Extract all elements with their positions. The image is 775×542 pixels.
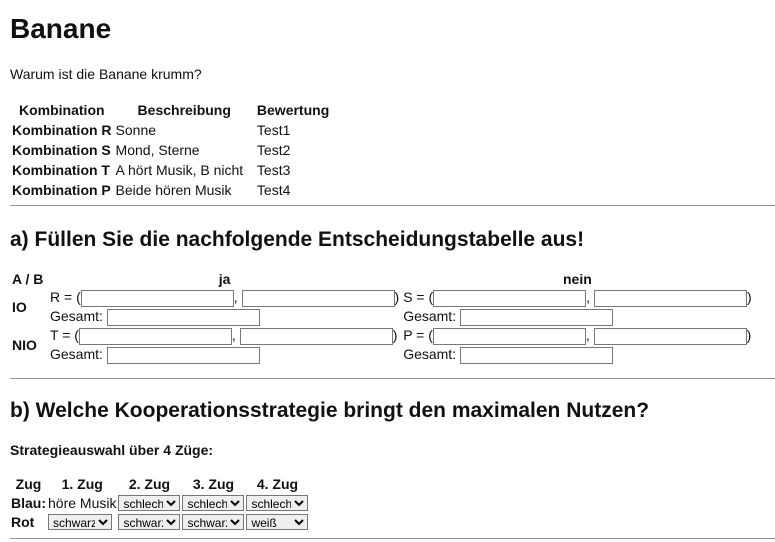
col-header-ja: ja [218, 271, 231, 287]
divider [10, 538, 775, 539]
col-header-kombination: Kombination [19, 102, 105, 118]
corner-label: A / B [12, 271, 44, 287]
p-value-2-input[interactable] [594, 328, 747, 345]
combination-rating: Test1 [256, 122, 291, 138]
p-value-1-input[interactable] [433, 328, 586, 345]
r-label: R = ( [50, 289, 81, 305]
close-paren: ) [394, 289, 400, 305]
table-row [10, 140, 331, 160]
gesamt-label: Gesamt: [50, 308, 103, 324]
col-header-zug: Zug [15, 476, 42, 492]
combination-desc: Mond, Sterne [115, 142, 200, 158]
decision-table [10, 270, 754, 364]
combination-desc: Sonne [115, 122, 157, 138]
rot-move-2-select[interactable] [118, 514, 180, 530]
col-header-nein: nein [563, 271, 592, 287]
blau-move-1: höre Musik [48, 494, 117, 511]
col-header-bewertung: Bewertung [256, 102, 330, 118]
p-total-input[interactable] [460, 347, 613, 364]
blau-move-3-select[interactable] [182, 495, 244, 511]
row-header-io: IO [12, 299, 27, 315]
cell-t [48, 326, 401, 364]
r-value-1-input[interactable] [81, 290, 234, 307]
divider [10, 205, 775, 206]
col-header-zug-2: 2. Zug [128, 476, 171, 492]
s-value-1-input[interactable] [433, 290, 586, 307]
t-total-input[interactable] [107, 347, 260, 364]
section-b-heading: b) Welche Kooperationsstrategie bringt den maximalen Nutzen? [10, 399, 650, 422]
close-paren: ) [746, 327, 752, 343]
row-label-blau: Blau: [11, 494, 46, 511]
blau-move-4-select[interactable] [246, 495, 308, 511]
question-text: Warum ist die Banane krumm? [10, 66, 202, 82]
combination-rating: Test2 [256, 142, 291, 158]
col-header-zug-4: 4. Zug [256, 476, 299, 492]
row-label-rot: Rot [11, 513, 35, 530]
t-value-1-input[interactable] [79, 328, 232, 345]
close-paren: ) [392, 327, 398, 343]
s-value-2-input[interactable] [594, 290, 747, 307]
gesamt-label: Gesamt: [403, 346, 457, 362]
cell-s [401, 288, 753, 326]
row-header-nio: NIO [12, 337, 37, 353]
col-header-zug-1: 1. Zug [61, 476, 103, 492]
comma: , [233, 289, 238, 305]
combination-rating: Test4 [256, 182, 291, 198]
p-label: P = ( [403, 327, 433, 343]
comma: , [585, 327, 590, 343]
comma: , [586, 289, 591, 305]
cell-p [401, 326, 753, 364]
comma: , [231, 327, 236, 343]
blau-move-2-select[interactable] [118, 495, 180, 511]
combination-name: Kombination P [12, 182, 111, 198]
combination-name: Kombination S [12, 142, 111, 158]
strategy-label: Strategieauswahl über 4 Züge: [10, 442, 214, 458]
cell-r [48, 288, 401, 326]
table-row [10, 512, 309, 531]
gesamt-label: Gesamt: [403, 308, 457, 324]
table-row [10, 180, 331, 200]
gesamt-label: Gesamt: [50, 346, 103, 362]
combination-rating: Test3 [256, 162, 291, 178]
r-value-2-input[interactable] [242, 290, 395, 307]
rot-move-4-select[interactable] [246, 514, 308, 530]
table-row [10, 160, 331, 180]
col-header-zug-3: 3. Zug [192, 476, 235, 492]
combination-desc: A hört Musik, B nicht [115, 162, 244, 178]
close-paren: ) [746, 289, 752, 305]
r-total-input[interactable] [107, 309, 260, 326]
combination-desc: Beide hören Musik [115, 182, 232, 198]
combination-name: Kombination T [12, 162, 110, 178]
strategy-table [10, 475, 309, 531]
rot-move-1-select[interactable] [48, 514, 112, 530]
s-total-input[interactable] [460, 309, 613, 326]
table-row [10, 120, 331, 140]
combinations-table [10, 100, 331, 200]
t-label: T = ( [50, 327, 79, 343]
col-header-beschreibung: Beschreibung [137, 102, 231, 118]
s-label: S = ( [403, 289, 434, 305]
section-a-heading: a) Füllen Sie die nachfolgende Entscheidungstabelle aus! [10, 228, 585, 251]
combination-name: Kombination R [12, 122, 112, 138]
rot-move-3-select[interactable] [182, 514, 244, 530]
page-title: Banane [10, 13, 112, 44]
table-row [10, 493, 309, 512]
divider [10, 378, 775, 379]
t-value-2-input[interactable] [240, 328, 393, 345]
